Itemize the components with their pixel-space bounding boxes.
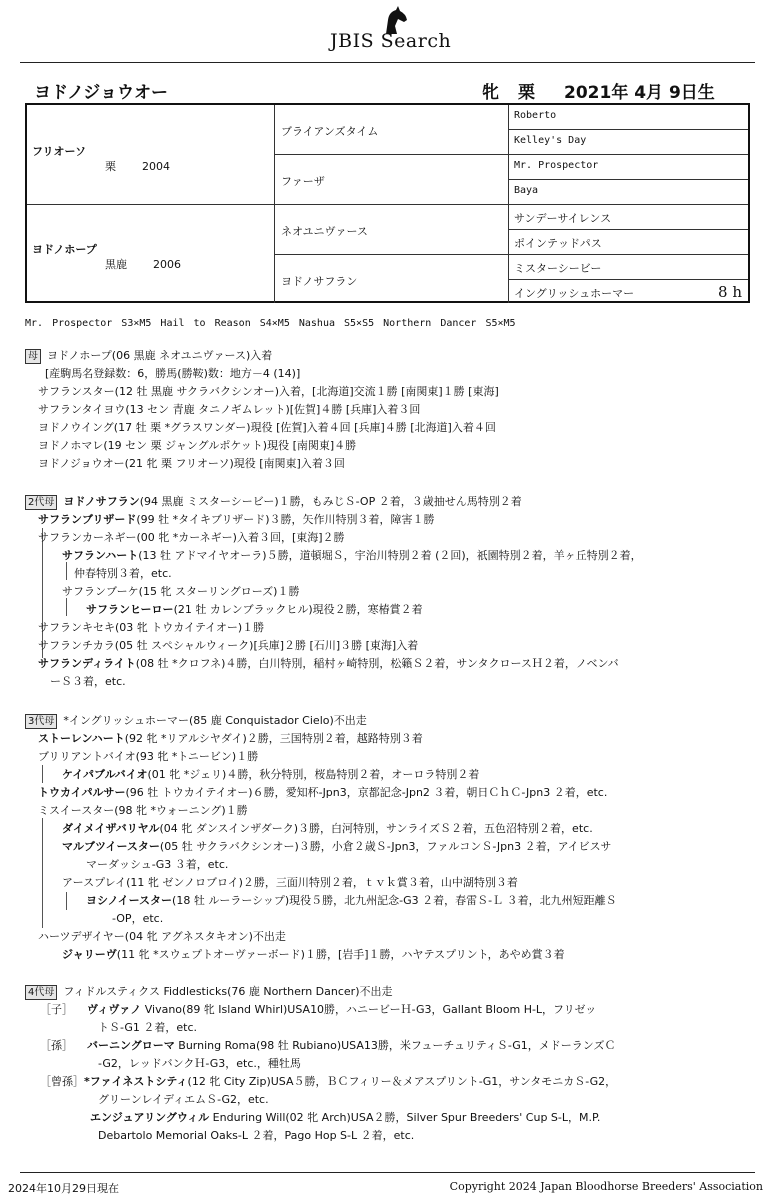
list-item: ヨドノジョウオー(21 牝 栗 フリオーソ)現役 [南関東]入着３回 <box>38 457 345 470</box>
section-tag: 2代母 <box>25 495 57 510</box>
list-item: ［孫］ バーニングローマ Burning Roma(98 牡 Rubiano)USA13勝，米フューチュリティＳ-G1，メドーランズＣ <box>40 1039 616 1052</box>
list-item: サフランブリザード(99 牡 *タイキブリザード)３勝，矢作川特別３着，障害１勝 <box>38 513 435 526</box>
list-item: サフランディライト(08 牡 *クロフネ)４勝，白川特別，稲村ヶ崎特別，松籟Ｓ２着，サンタクロースＨ２着，ノベンバ <box>38 657 619 670</box>
dam-color: 黒鹿 <box>105 258 127 271</box>
pedigree-dam-cell <box>27 205 275 303</box>
fourth-dam-header: 4代母 フィドルスティクス Fiddlesticks(76 鹿 Northern Dancer)不出走 <box>25 983 393 1000</box>
list-item: 仲春特別３着，etc. <box>74 567 172 580</box>
second-dam-header: 2代母 ヨドノサフラン(94 黒鹿 ミスターシービー)１勝，もみじＳ-OP ２着，３歳抽せん馬特別２着 <box>25 493 522 510</box>
horse-sex: 牝 <box>482 83 499 103</box>
list-item: サフランキセキ(03 牝 トウカイテイオー)１勝 <box>38 621 265 634</box>
pedigree-sire-cell <box>27 105 275 205</box>
list-item: マーダッシュ-G3 ３着，etc. <box>86 858 229 871</box>
pedigree-g3-cell: ミスターシービー <box>509 255 748 280</box>
list-item: グリーンレイディエムＳ-G2，etc. <box>98 1093 269 1106</box>
list-item: ハーツデザイヤー(04 牝 アグネスタキオン)不出走 <box>38 930 286 943</box>
pedigree-g3-cell: Roberto <box>509 105 748 130</box>
pedigree-g2-cell: ヨドノサフラン <box>275 255 509 303</box>
list-item: -G2，レッドバンクＨ-G3，etc.，種牡馬 <box>98 1057 301 1070</box>
jbis-search-logo <box>330 6 460 52</box>
list-item: サフランブーケ(15 牝 スターリングローズ)１勝 <box>62 585 300 598</box>
pedigree-g2-cell: ブライアンズタイム <box>275 105 509 155</box>
list-item: サフランタイヨウ(13 セン 青鹿 タニノギムレット)[佐賀]４勝 [兵庫]入着３回 <box>38 403 421 416</box>
horse-title-row <box>34 78 745 102</box>
pedigree-g2-cell: ネオユニヴァース <box>275 205 509 255</box>
tree-line <box>42 765 43 783</box>
pedigree-table <box>25 103 750 303</box>
list-item: サフランヒーロー(21 牡 カレンブラックヒル)現役２勝，寒椿賞２着 <box>86 603 423 616</box>
list-item: アースプレイ(11 牝 ゼンノロブロイ)２勝，三面川特別２着，ｔｖｋ賞３着，山中湖特別３着 <box>62 876 518 889</box>
list-item: -OP，etc. <box>112 912 164 925</box>
tree-line <box>66 562 67 580</box>
sire-color: 栗 <box>105 160 116 173</box>
list-item: ジャリーヴ(11 牝 *スウェプトオーヴァーボード)１勝，[岩手]１勝，ハヤテスプリント，あやめ賞３着 <box>62 948 565 961</box>
pedigree-g3-cell: サンデーサイレンス <box>509 205 748 230</box>
pedigree-g3-cell: Kelley's Day <box>509 130 748 155</box>
family-number: 8 h <box>718 283 742 301</box>
dam-name: ヨドノホープ <box>32 243 97 256</box>
list-item: トウカイパルサー(96 牡 トウカイテイオー)６勝，愛知杯-Jpn3，京都記念-Jpn2 ３着，朝日ＣｈＣ-Jpn3 ２着，etc. <box>38 786 608 799</box>
list-item: サフランチカラ(05 牡 スペシャルウィーク)[兵庫]２勝 [石川]３勝 [東海]入着 <box>38 639 419 652</box>
list-item: ヨドノウイング(17 牡 栗 *グラスワンダー)現役 [佐賀]入着４回 [兵庫]４勝 [北海道]入着４回 <box>38 421 496 434</box>
sire-year: 2004 <box>142 160 170 173</box>
pedigree-g3-cell: Mr. Prospector <box>509 155 748 180</box>
list-item: ミスイースター(98 牝 *ウォーニング)１勝 <box>38 804 248 817</box>
list-item: マルブツイースター(05 牡 サクラバクシンオー)３勝，小倉２歳Ｓ-Jpn3，ファルコンＳ-Jpn3 ２着，アイビスサ <box>62 840 612 853</box>
logo-text-jbis: JBIS <box>330 30 375 52</box>
horse-name: ヨドノジョウオー <box>34 83 168 103</box>
logo-text-search: Search <box>380 30 452 52</box>
section-tag: 4代母 <box>25 985 57 1000</box>
list-item: ーＳ３着，etc. <box>50 675 126 688</box>
list-item: ［子］ ヴィヴァノ Vivano(89 牝 Island Whirl)USA10勝，ハニービーＨ-G3，Gallant Bloom H-L，フリゼッ <box>40 1003 597 1016</box>
list-item: ダイメイザバリヤル(04 牝 ダンスインザダーク)３勝，白河特別，サンライズＳ２着，五色沼特別２着，etc. <box>62 822 593 835</box>
sire-name: フリオーソ <box>32 145 87 158</box>
dam-year: 2006 <box>153 258 181 271</box>
tree-line <box>66 598 67 616</box>
list-item: サフランスター(12 牡 黒鹿 サクラバクシンオー)入着，[北海道]交流１勝 [南関東]１勝 [東海] <box>38 385 499 398</box>
list-item: エンジュアリングウィル Enduring Will(02 牝 Arch)USA２勝，Silver Spur Breeders' Cup S-L，M.P. <box>90 1111 601 1124</box>
list-item: ストーレンハート(92 牝 *リアルシヤダイ)２勝，三国特別２着，越路特別３着 <box>38 732 423 745</box>
list-item: ケイパブルバイオ(01 牝 *ジェリ)４勝，秋分特別，桜島特別２着，オーロラ特別２着 <box>62 768 480 781</box>
horse-birth-date: 2021年 4月 9日生 <box>564 83 715 103</box>
section-tag: 3代母 <box>25 714 57 729</box>
list-item: ヨシノイースター(18 牡 ルーラーシップ)現役５勝，北九州記念-G3 ２着，春雷Ｓ-Ｌ ３着，北九州短距離Ｓ <box>86 894 617 907</box>
list-item: サフランカーネギー(00 牝 *カーネギー)入着３回，[東海]２勝 <box>38 531 345 544</box>
dam-section-header: 母 ヨドノホープ(06 黒鹿 ネオユニヴァース)入着 <box>25 347 272 364</box>
copyright: Copyright 2024 Japan Bloodhorse Breeders' Association <box>449 1180 763 1193</box>
third-dam-header: 3代母 *イングリッシュホーマー(85 鹿 Conquistador Cielo)不出走 <box>25 712 367 729</box>
as-of-date: 2024年10月29日現在 <box>8 1182 119 1195</box>
section-tag: 母 <box>25 349 41 364</box>
header-divider <box>20 62 755 63</box>
list-item: [産駒馬名登録数：6，勝馬(勝鞍)数：地方－4 (14)] <box>45 367 301 380</box>
list-item: ブリリアントバイオ(93 牝 *トニービン)１勝 <box>38 750 259 763</box>
pedigree-g3-cell: ポインテッドパス <box>509 230 748 255</box>
footer-divider <box>20 1172 755 1173</box>
list-item: ［曾孫］*ファイネストシティ(12 牝 City Zip)USA５勝，ＢＣフィリー＆メアスプリント-G1，サンタモニカＳ-G2， <box>40 1075 617 1088</box>
pedigree-g3-cell: イングリッシュホーマー 8 h <box>514 283 742 301</box>
tree-line <box>66 892 67 910</box>
inbreeding-crosses: Mr. Prospector S3×M5 Hail to Reason S4×M5 Nashua S5×S5 Northern Dancer S5×M5 <box>25 318 516 329</box>
list-item: トＳ-G1 ２着，etc. <box>98 1021 198 1034</box>
pedigree-g3-cell: Baya <box>509 180 748 205</box>
list-item: ヨドノホマレ(19 セン 栗 ジャングルポケット)現役 [南関東]４勝 <box>38 439 357 452</box>
tree-line <box>42 818 43 928</box>
list-item: Debartolo Memorial Oaks-L ２着，Pago Hop S-L ２着，etc. <box>98 1129 415 1142</box>
horse-color: 栗 <box>518 83 535 103</box>
pedigree-g2-cell: ファーザ <box>275 155 509 205</box>
list-item: サフランハート(13 牡 アドマイヤオーラ)５勝，道頓堀Ｓ，宇治川特別２着 (２回)，祇園特別２着，羊ヶ丘特別２着， <box>62 549 642 562</box>
